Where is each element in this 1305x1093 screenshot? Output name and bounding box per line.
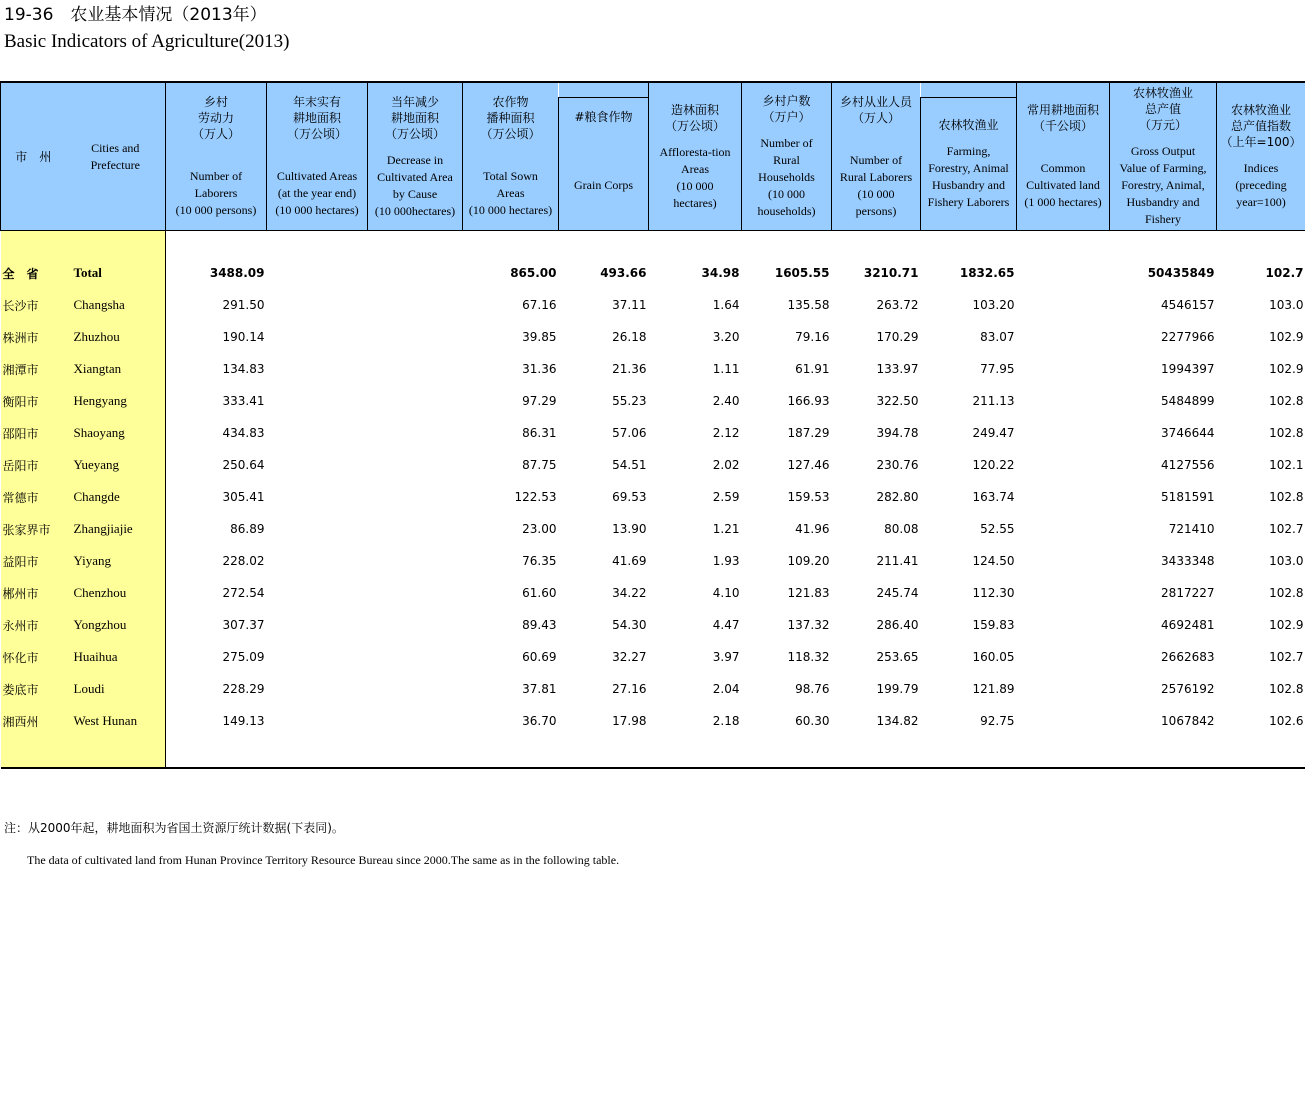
cell-rl: 199.79 bbox=[876, 682, 919, 696]
cell-farm: 163.74 bbox=[972, 490, 1015, 504]
cell-grain: 21.36 bbox=[612, 362, 647, 376]
cell-hh: 79.16 bbox=[795, 330, 830, 344]
city-name-cn: 长沙市 bbox=[1, 289, 66, 321]
cell-cult bbox=[267, 321, 368, 353]
cell-aff: 4.10 bbox=[712, 586, 740, 600]
cell-rl: 253.65 bbox=[876, 650, 919, 664]
cell-common bbox=[1017, 641, 1110, 673]
cell-dec bbox=[368, 353, 463, 385]
city-name-cn: 张家界市 bbox=[1, 513, 66, 545]
cell-sown: 37.81 bbox=[522, 682, 557, 696]
cell-sown: 76.35 bbox=[522, 554, 557, 568]
cell-sown: 97.29 bbox=[522, 394, 557, 408]
cell-grain: 54.51 bbox=[612, 458, 647, 472]
footnote-cn: 注：从2000年起，耕地面积为省国土资源厅统计数据(下表同)。 bbox=[4, 821, 344, 835]
cell-common bbox=[1017, 289, 1110, 321]
cell-sown: 36.70 bbox=[522, 714, 557, 728]
cell-rl: 134.82 bbox=[876, 714, 919, 728]
city-name-en: Huaihua bbox=[66, 641, 166, 673]
table-row bbox=[1, 513, 1305, 545]
cell-cult bbox=[267, 577, 368, 609]
cell-grain: 37.11 bbox=[612, 298, 647, 312]
cell-idx: 102.7 bbox=[1269, 650, 1304, 664]
table-row bbox=[1, 385, 1305, 417]
cell-hh: 121.83 bbox=[787, 586, 830, 600]
cell-farm: 92.75 bbox=[980, 714, 1015, 728]
cell-sown: 89.43 bbox=[522, 618, 557, 632]
cell-labor: 149.13 bbox=[222, 714, 265, 728]
cell-idx: 103.0 bbox=[1269, 298, 1304, 312]
cell-hh: 109.20 bbox=[787, 554, 830, 568]
cell-farm: 159.83 bbox=[972, 618, 1015, 632]
cell-farm: 103.20 bbox=[972, 298, 1015, 312]
cell-farm: 249.47 bbox=[972, 426, 1015, 440]
cell-idx: 102.6 bbox=[1269, 714, 1304, 728]
cell-hh: 118.32 bbox=[787, 650, 830, 664]
cell-idx: 103.0 bbox=[1269, 554, 1304, 568]
city-name-en: Chenzhou bbox=[66, 577, 166, 609]
table-row-total bbox=[1, 257, 1305, 289]
cell-common bbox=[1017, 449, 1110, 481]
cell-hh: 60.30 bbox=[795, 714, 830, 728]
cell-rl: 245.74 bbox=[876, 586, 919, 600]
cell-cult bbox=[267, 449, 368, 481]
cell-dec bbox=[368, 417, 463, 449]
city-name-en: Changsha bbox=[66, 289, 166, 321]
city-name-en: Yueyang bbox=[66, 449, 166, 481]
cell-labor: 86.89 bbox=[230, 522, 265, 536]
cell-dec bbox=[368, 385, 463, 417]
footnote-en: The data of cultivated land from Hunan Province Territory Resource Bureau since 2000.The same as in the following table. bbox=[27, 853, 620, 867]
cell-labor: 228.02 bbox=[222, 554, 265, 568]
cell-idx: 102.8 bbox=[1269, 426, 1304, 440]
cell-gross: 4546157 bbox=[1161, 298, 1215, 312]
cell-idx: 102.8 bbox=[1269, 586, 1304, 600]
cell-grain: 493.66 bbox=[600, 266, 647, 280]
cell-hh: 61.91 bbox=[795, 362, 830, 376]
cell-cult bbox=[267, 641, 368, 673]
header-households: 乡村户数 （万户） Number of Rural Households (10 000 households) bbox=[742, 82, 832, 231]
cell-labor: 305.41 bbox=[222, 490, 265, 504]
cell-labor: 434.83 bbox=[222, 426, 265, 440]
cell-idx: 102.9 bbox=[1269, 330, 1304, 344]
city-name-en: Zhangjiajie bbox=[66, 513, 166, 545]
cell-cult bbox=[267, 385, 368, 417]
cell-grain: 17.98 bbox=[612, 714, 647, 728]
cell-grain: 69.53 bbox=[612, 490, 647, 504]
cell-common bbox=[1017, 417, 1110, 449]
cell-common bbox=[1017, 513, 1110, 545]
header-cultivated: 年末实有 耕地面积 （万公顷） Cultivated Areas (at the year end) (10 000 hectares) bbox=[267, 82, 368, 231]
header-sown: 农作物 播种面积 （万公顷） Total Sown Areas (10 000 hectares) bbox=[463, 82, 559, 231]
cell-grain: 13.90 bbox=[612, 522, 647, 536]
table-row bbox=[1, 577, 1305, 609]
cell-idx: 102.7 bbox=[1269, 522, 1304, 536]
header-rural-top-right bbox=[921, 82, 1017, 98]
cell-farm: 112.30 bbox=[972, 586, 1015, 600]
city-name-cn: 衡阳市 bbox=[1, 385, 66, 417]
cell-idx: 102.8 bbox=[1269, 682, 1304, 696]
agriculture-table bbox=[0, 81, 1305, 769]
cell-hh: 159.53 bbox=[787, 490, 830, 504]
city-name-en: Yiyang bbox=[66, 545, 166, 577]
cell-farm: 121.89 bbox=[972, 682, 1015, 696]
city-name-en: Changde bbox=[66, 481, 166, 513]
cell-grain: 41.69 bbox=[612, 554, 647, 568]
city-name-cn: 郴州市 bbox=[1, 577, 66, 609]
cell-dec bbox=[368, 609, 463, 641]
cell-common bbox=[1017, 321, 1110, 353]
table-row bbox=[1, 353, 1305, 385]
cell-dec bbox=[368, 321, 463, 353]
cell-dec bbox=[368, 289, 463, 321]
cell-aff: 3.97 bbox=[712, 650, 740, 664]
cell-cult bbox=[267, 481, 368, 513]
cell-farm: 160.05 bbox=[972, 650, 1015, 664]
cell-aff: 1.64 bbox=[712, 298, 740, 312]
city-name-en: Xiangtan bbox=[66, 353, 166, 385]
cell-hh: 1605.55 bbox=[774, 266, 830, 280]
cell-gross: 1067842 bbox=[1161, 714, 1215, 728]
cell-labor: 307.37 bbox=[222, 618, 265, 632]
cell-sown: 31.36 bbox=[522, 362, 557, 376]
cell-sown: 865.00 bbox=[510, 266, 557, 280]
cell-dec bbox=[368, 545, 463, 577]
table-row bbox=[1, 417, 1305, 449]
city-name-en: Loudi bbox=[66, 673, 166, 705]
cell-grain: 34.22 bbox=[612, 586, 647, 600]
cell-labor: 190.14 bbox=[222, 330, 265, 344]
page-title-en: Basic Indicators of Agriculture(2013) bbox=[4, 31, 290, 52]
cell-cult bbox=[267, 545, 368, 577]
cell-farm: 83.07 bbox=[980, 330, 1015, 344]
cell-sown: 60.69 bbox=[522, 650, 557, 664]
cell-sown: 61.60 bbox=[522, 586, 557, 600]
cell-sown: 23.00 bbox=[522, 522, 557, 536]
cell-sown: 122.53 bbox=[514, 490, 557, 504]
cell-rl: 170.29 bbox=[876, 330, 919, 344]
cell-gross: 3746644 bbox=[1161, 426, 1215, 440]
table-row bbox=[1, 481, 1305, 513]
city-name-en: West Hunan bbox=[66, 705, 166, 737]
city-name-en: Shaoyang bbox=[66, 417, 166, 449]
cell-labor: 3488.09 bbox=[209, 266, 265, 280]
cell-labor: 250.64 bbox=[222, 458, 265, 472]
header-city-cn: 市 州 bbox=[1, 82, 66, 231]
cell-hh: 137.32 bbox=[787, 618, 830, 632]
header-grain: #粮食作物 Grain Corps bbox=[559, 98, 649, 231]
cell-aff: 3.20 bbox=[712, 330, 740, 344]
cell-farm: 1832.65 bbox=[959, 266, 1015, 280]
cell-rl: 133.97 bbox=[876, 362, 919, 376]
cell-farm: 211.13 bbox=[972, 394, 1015, 408]
cell-gross: 4692481 bbox=[1161, 618, 1215, 632]
header-decrease: 当年减少 耕地面积 （万公顷） Decrease in Cultivated Area by Cause (10 000hectares) bbox=[368, 82, 463, 231]
cell-grain: 54.30 bbox=[612, 618, 647, 632]
cell-common bbox=[1017, 577, 1110, 609]
cell-hh: 166.93 bbox=[787, 394, 830, 408]
table-row bbox=[1, 545, 1305, 577]
cell-rl: 286.40 bbox=[876, 618, 919, 632]
cell-gross: 721410 bbox=[1168, 522, 1215, 536]
city-name-cn: 常德市 bbox=[1, 481, 66, 513]
cell-grain: 27.16 bbox=[612, 682, 647, 696]
table-row bbox=[1, 449, 1305, 481]
city-name-en: Zhuzhou bbox=[66, 321, 166, 353]
cell-idx: 102.1 bbox=[1269, 458, 1304, 472]
cell-gross: 3433348 bbox=[1161, 554, 1215, 568]
cell-rl: 230.76 bbox=[876, 458, 919, 472]
cell-aff: 2.59 bbox=[712, 490, 740, 504]
city-name-cn: 株洲市 bbox=[1, 321, 66, 353]
cell-gross: 4127556 bbox=[1161, 458, 1215, 472]
cell-rl: 322.50 bbox=[876, 394, 919, 408]
cell-labor: 228.29 bbox=[222, 682, 265, 696]
cell-cult bbox=[267, 609, 368, 641]
cell-cult bbox=[267, 417, 368, 449]
cell-idx: 102.7 bbox=[1265, 266, 1304, 280]
city-name-cn: 邵阳市 bbox=[1, 417, 66, 449]
cell-common bbox=[1017, 353, 1110, 385]
cell-idx: 102.8 bbox=[1269, 490, 1304, 504]
header-afforest: 造林面积 （万公顷） Affloresta-tion Areas (10 000 hectares) bbox=[649, 82, 742, 231]
cell-common bbox=[1017, 609, 1110, 641]
table-row bbox=[1, 609, 1305, 641]
city-name-cn: 永州市 bbox=[1, 609, 66, 641]
cell-labor: 291.50 bbox=[222, 298, 265, 312]
cell-dec bbox=[368, 641, 463, 673]
header-rural-laborers: 乡村从业人员 （万人） Number of Rural Laborers (10 000 persons) bbox=[832, 82, 921, 231]
cell-common bbox=[1017, 385, 1110, 417]
city-name-cn: 娄底市 bbox=[1, 673, 66, 705]
cell-labor: 134.83 bbox=[222, 362, 265, 376]
table-row bbox=[1, 321, 1305, 353]
cell-aff: 2.12 bbox=[712, 426, 740, 440]
cell-idx: 102.9 bbox=[1269, 362, 1304, 376]
cell-dec bbox=[368, 257, 463, 289]
cell-rl: 263.72 bbox=[876, 298, 919, 312]
cell-gross: 50435849 bbox=[1147, 266, 1215, 280]
cell-grain: 32.27 bbox=[612, 650, 647, 664]
cell-labor: 333.41 bbox=[222, 394, 265, 408]
cell-farm: 120.22 bbox=[972, 458, 1015, 472]
cell-dec bbox=[368, 577, 463, 609]
cell-sown: 39.85 bbox=[522, 330, 557, 344]
cell-common bbox=[1017, 545, 1110, 577]
header-common-land: 常用耕地面积 （千公顷） Common Cultivated land (1 000 hectares) bbox=[1017, 82, 1110, 231]
cell-grain: 26.18 bbox=[612, 330, 647, 344]
cell-aff: 2.40 bbox=[712, 394, 740, 408]
cell-gross: 2277966 bbox=[1161, 330, 1215, 344]
cell-cult bbox=[267, 513, 368, 545]
cell-common bbox=[1017, 673, 1110, 705]
cell-hh: 135.58 bbox=[787, 298, 830, 312]
city-name-cn: 岳阳市 bbox=[1, 449, 66, 481]
cell-aff: 1.93 bbox=[712, 554, 740, 568]
cell-labor: 272.54 bbox=[222, 586, 265, 600]
cell-aff: 1.21 bbox=[712, 522, 740, 536]
cell-farm: 77.95 bbox=[980, 362, 1015, 376]
cell-dec bbox=[368, 513, 463, 545]
cell-aff: 34.98 bbox=[701, 266, 740, 280]
cell-rl: 282.80 bbox=[876, 490, 919, 504]
city-name-en: Yongzhou bbox=[66, 609, 166, 641]
table-row bbox=[1, 289, 1305, 321]
header-city-en: Cities and Prefecture bbox=[66, 82, 166, 231]
cell-hh: 187.29 bbox=[787, 426, 830, 440]
cell-labor: 275.09 bbox=[222, 650, 265, 664]
cell-dec bbox=[368, 705, 463, 737]
cell-rl: 394.78 bbox=[876, 426, 919, 440]
cell-sown: 86.31 bbox=[522, 426, 557, 440]
cell-idx: 102.9 bbox=[1269, 618, 1304, 632]
cell-sown: 87.75 bbox=[522, 458, 557, 472]
cell-gross: 5181591 bbox=[1161, 490, 1215, 504]
header-farming: 农林牧渔业 Farming, Forestry, Animal Husbandry and Fishery Laborers bbox=[921, 98, 1017, 231]
cell-aff: 2.18 bbox=[712, 714, 740, 728]
page-title-cn: 19-36 农业基本情况（2013年） bbox=[4, 5, 267, 25]
cell-aff: 2.02 bbox=[712, 458, 740, 472]
cell-grain: 55.23 bbox=[612, 394, 647, 408]
cell-dec bbox=[368, 481, 463, 513]
city-name-cn: 怀化市 bbox=[1, 641, 66, 673]
cell-gross: 2576192 bbox=[1161, 682, 1215, 696]
city-name-cn: 益阳市 bbox=[1, 545, 66, 577]
cell-gross: 2817227 bbox=[1161, 586, 1215, 600]
cell-cult bbox=[267, 705, 368, 737]
cell-grain: 57.06 bbox=[612, 426, 647, 440]
header-laborers: 乡村 劳动力 （万人） Number of Laborers (10 000 persons) bbox=[166, 82, 267, 231]
cell-cult bbox=[267, 289, 368, 321]
cell-cult bbox=[267, 257, 368, 289]
table-row bbox=[1, 673, 1305, 705]
cell-farm: 52.55 bbox=[980, 522, 1015, 536]
cell-aff: 1.11 bbox=[712, 362, 740, 376]
cell-rl: 3210.71 bbox=[863, 266, 919, 280]
cell-gross: 1994397 bbox=[1161, 362, 1215, 376]
table-row bbox=[1, 641, 1305, 673]
city-name-en: Total bbox=[66, 257, 166, 289]
cell-hh: 127.46 bbox=[787, 458, 830, 472]
cell-dec bbox=[368, 449, 463, 481]
cell-gross: 5484899 bbox=[1161, 394, 1215, 408]
header-index: 农林牧渔业 总产值指数 （上年=100） Indices (preceding year=100) bbox=[1217, 82, 1305, 231]
cell-common bbox=[1017, 705, 1110, 737]
cell-cult bbox=[267, 673, 368, 705]
cell-rl: 211.41 bbox=[876, 554, 919, 568]
header-sown-top-right bbox=[559, 82, 649, 98]
header-gross: 农林牧渔业 总产值 （万元） Gross Output Value of Farming, Forestry, Animal, Husbandry and Fishery bbox=[1110, 82, 1217, 231]
cell-common bbox=[1017, 257, 1110, 289]
cell-rl: 80.08 bbox=[884, 522, 919, 536]
cell-aff: 4.47 bbox=[712, 618, 740, 632]
cell-common bbox=[1017, 481, 1110, 513]
cell-hh: 41.96 bbox=[795, 522, 830, 536]
cell-aff: 2.04 bbox=[712, 682, 740, 696]
cell-gross: 2662683 bbox=[1161, 650, 1215, 664]
cell-cult bbox=[267, 353, 368, 385]
city-name-cn: 全 省 bbox=[1, 257, 66, 289]
city-name-en: Hengyang bbox=[66, 385, 166, 417]
cell-hh: 98.76 bbox=[795, 682, 830, 696]
city-name-cn: 湘西州 bbox=[1, 705, 66, 737]
cell-sown: 67.16 bbox=[522, 298, 557, 312]
city-name-cn: 湘潭市 bbox=[1, 353, 66, 385]
cell-farm: 124.50 bbox=[972, 554, 1015, 568]
cell-dec bbox=[368, 673, 463, 705]
cell-idx: 102.8 bbox=[1269, 394, 1304, 408]
table-row bbox=[1, 705, 1305, 737]
